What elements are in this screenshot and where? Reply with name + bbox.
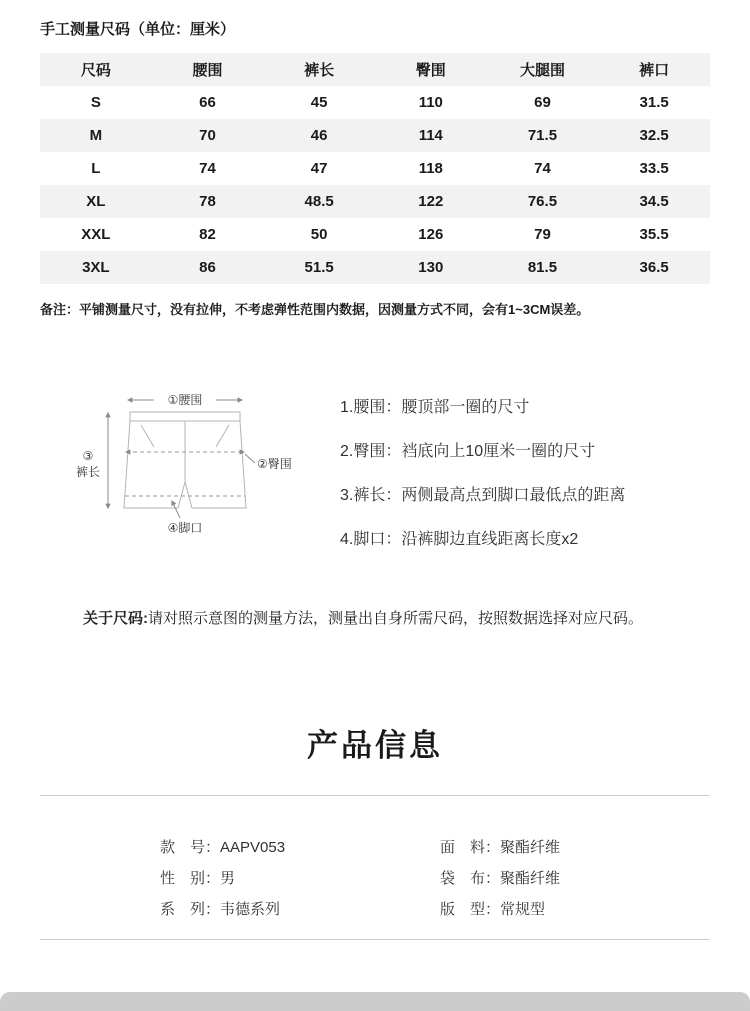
measure-value-cell: 78 xyxy=(199,193,216,210)
measure-note-line: 3.裤长：两侧最高点到脚口最低点的距离 xyxy=(340,487,626,504)
measure-value-cell: 51.5 xyxy=(304,259,334,276)
product-info-row xyxy=(440,832,750,863)
measure-value-cell: 36.5 xyxy=(639,259,669,276)
size-name-cell: XXL xyxy=(81,226,111,243)
product-info-right xyxy=(440,832,750,925)
size-table-header-row xyxy=(40,53,710,86)
size-table xyxy=(40,53,710,284)
product-info-value: 韦德系列 xyxy=(220,901,281,919)
measure-value-cell: 76.5 xyxy=(527,193,558,210)
note-text: 平铺测量尺寸，没有拉伸，不考虑弹性范围内数据，因测量方式不同，会有1~3CM误差。 xyxy=(79,302,590,317)
measure-value-cell: 69 xyxy=(534,94,551,111)
measure-value-cell: 130 xyxy=(418,259,444,276)
divider-bottom xyxy=(40,939,710,940)
measure-value-cell: 74 xyxy=(534,160,551,177)
size-table-row xyxy=(40,152,710,185)
product-info-label: 性 别： xyxy=(160,870,221,888)
measure-value-cell: 45 xyxy=(310,94,328,111)
product-info-row xyxy=(160,894,440,925)
product-info-value: 常规型 xyxy=(500,901,546,919)
measure-value-cell: 31.5 xyxy=(639,94,669,111)
measure-note-line: 4.脚口：沿裤脚边直线距离长度x2 xyxy=(340,531,579,548)
measure-value-cell: 122 xyxy=(418,193,444,210)
measure-value-cell: 81.5 xyxy=(527,259,558,276)
measure-notes xyxy=(340,390,710,570)
footer-bar xyxy=(0,992,750,1011)
size-name-cell: 3XL xyxy=(82,259,110,276)
measure-note-line: 2.臀围：裆底向上10厘米一圈的尺寸 xyxy=(340,443,596,460)
shorts-outline xyxy=(124,412,246,508)
size-table-row xyxy=(40,251,710,284)
size-table-body xyxy=(40,86,710,284)
shorts-diagram xyxy=(48,390,340,570)
length-circle-label: ③ xyxy=(82,449,94,463)
measure-value-cell: 114 xyxy=(418,127,443,144)
size-name-cell: S xyxy=(90,94,101,111)
size-table-row xyxy=(40,86,710,119)
product-info-left xyxy=(160,832,440,925)
about-size-label: 关于尺码: xyxy=(83,610,148,627)
measure-value-cell: 48.5 xyxy=(304,193,334,210)
measure-value-cell: 74 xyxy=(199,160,216,177)
measure-value-cell: 35.5 xyxy=(639,226,669,243)
size-chart-title: 手工测量尺码（单位：厘米） xyxy=(40,21,236,38)
size-table-header-cell: 大腿围 xyxy=(519,62,565,79)
product-info-title: 产品信息 xyxy=(307,728,443,764)
measure-value-cell: 70 xyxy=(199,127,216,144)
size-table-row xyxy=(40,119,710,152)
note-label: 备注： xyxy=(40,302,80,317)
measure-note-line: 1.腰围：腰顶部一圈的尺寸 xyxy=(340,399,530,416)
size-name-cell: M xyxy=(89,127,103,144)
measure-value-cell: 66 xyxy=(199,94,216,111)
hem-label: ④脚口 xyxy=(167,521,203,535)
about-size-text: 请对照示意图的测量方法，测量出自身所需尺码，按照数据选择对应尺码。 xyxy=(148,610,644,627)
waist-label: ①腰围 xyxy=(167,393,203,407)
measure-value-cell: 110 xyxy=(418,94,443,111)
product-info-label: 面 料： xyxy=(440,839,501,857)
product-info-row xyxy=(160,832,440,863)
size-table-header-cell: 裤口 xyxy=(639,62,670,79)
measure-value-cell: 47 xyxy=(310,160,328,177)
measure-value-cell: 71.5 xyxy=(527,127,558,144)
about-size xyxy=(83,606,680,632)
product-info-label: 版 型： xyxy=(440,901,501,919)
measure-value-cell: 126 xyxy=(418,226,444,243)
measure-value-cell: 32.5 xyxy=(639,127,669,144)
measure-value-cell: 46 xyxy=(310,127,328,144)
measure-value-cell: 82 xyxy=(199,226,216,243)
product-info-value: 聚酯纤维 xyxy=(500,870,561,888)
product-info-label: 袋 布： xyxy=(440,870,501,888)
product-info-label: 款 号： xyxy=(160,839,221,857)
size-table-header-cell: 臀围 xyxy=(415,62,446,79)
product-info-value: 聚酯纤维 xyxy=(500,839,561,857)
product-info-row xyxy=(160,863,440,894)
shorts-diagram-svg xyxy=(70,390,340,560)
product-info-row xyxy=(440,863,750,894)
measure-value-cell: 86 xyxy=(199,259,216,276)
size-table-header-cell: 腰围 xyxy=(192,62,223,79)
length-label: 裤长 xyxy=(75,465,101,479)
size-table-header-cell: 尺码 xyxy=(80,62,111,79)
measure-value-cell: 50 xyxy=(310,226,328,243)
measure-value-cell: 33.5 xyxy=(639,160,669,177)
size-name-cell: XL xyxy=(86,193,106,210)
product-info-value: 男 xyxy=(220,870,236,888)
hem-measure-line xyxy=(125,496,245,518)
product-info-grid xyxy=(0,832,750,925)
size-name-cell: L xyxy=(91,160,101,177)
hip-measure-line xyxy=(126,452,255,463)
measure-value-cell: 34.5 xyxy=(639,193,669,210)
product-info-row xyxy=(440,894,750,925)
measurement-note xyxy=(40,299,710,318)
measure-value-cell: 79 xyxy=(534,226,551,243)
divider-top xyxy=(40,795,710,796)
size-table-row xyxy=(40,218,710,251)
product-info-label: 系 列： xyxy=(160,901,221,919)
product-info-value: AAPV053 xyxy=(220,839,286,857)
size-table-header-cell: 裤长 xyxy=(304,62,335,79)
measurement-section xyxy=(48,390,710,570)
measure-value-cell: 118 xyxy=(418,160,443,177)
hip-label: ②臀围 xyxy=(257,457,292,471)
size-table-row xyxy=(40,185,710,218)
